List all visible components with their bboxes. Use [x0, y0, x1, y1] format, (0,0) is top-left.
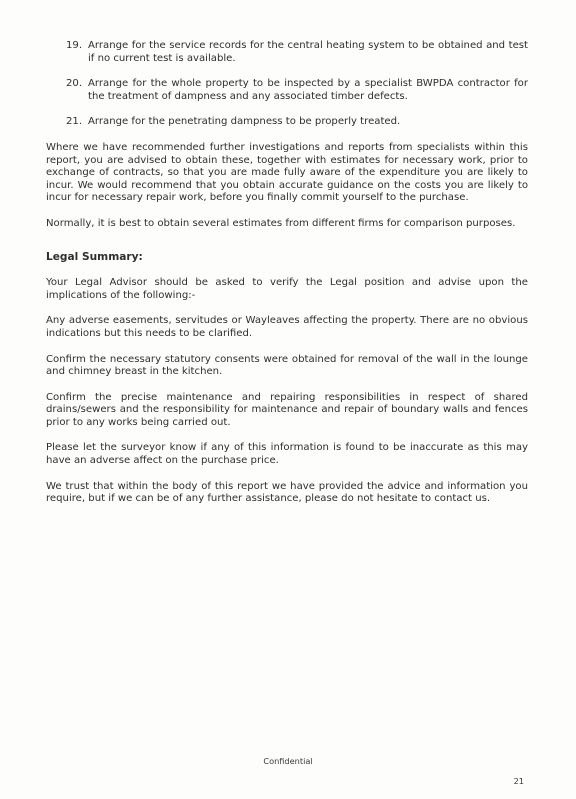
item-text: Arrange for the penetrating dampness to be properly treated. [88, 116, 401, 128]
legal-summary-heading: Legal Summary: [46, 250, 143, 263]
inaccuracy-notice-paragraph: Please let the surveyor know if any of this information is found to be inaccurate as this may have an adverse affect on the purchase price. [46, 442, 528, 467]
footer-confidential-label: Confidential [263, 756, 313, 766]
numbered-item-19 [66, 40, 528, 65]
item-number: 21. [66, 116, 83, 128]
item-number: 19. [66, 40, 83, 51]
page-content [46, 40, 528, 519]
statutory-consents-paragraph: Confirm the necessary statutory consents were obtained for removal of the wall in the lounge and chimney breast in the kitchen. [46, 353, 528, 378]
page-number: 21 [513, 776, 524, 786]
specialist-reports-paragraph: Where we have recommended further investigations and reports from specialists within this report, you are advised to obtain these, together with estimates for necessary work, prior to exchange of contracts, so that you are made fully aware of the expenditure you are likely to incur. We would recommend that you obtain accurate guidance on the costs you are likely to incur for necessary repair work, before you finally commit yourself to the purchase. [46, 141, 528, 204]
item-text: Arrange for the whole property to be inspected by a specialist BWPDA contractor for the treatment of dampness and any associated timber defects. [88, 78, 528, 102]
closing-paragraph: We trust that within the body of this report we have provided the advice and information you require, but if we can be of any further assistance, please do not hesitate to contact us. [46, 480, 528, 505]
easements-paragraph: Any adverse easements, servitudes or Wayleaves affecting the property. There are no obvious indications but this needs to be clarified. [46, 315, 528, 339]
numbered-item-20 [66, 78, 528, 103]
item-text: Arrange for the service records for the central heating system to be obtained and test if no current test is available. [88, 40, 528, 64]
legal-advisor-paragraph: Your Legal Advisor should be asked to verify the Legal position and advise upon the implications of the following:- [46, 277, 528, 301]
maintenance-responsibilities-paragraph: Confirm the precise maintenance and repairing responsibilities in respect of shared drains/sewers and the responsibility for maintenance and repair of boundary walls and fences prior to any works being carried out. [46, 391, 528, 428]
numbered-item-21 [66, 116, 528, 129]
item-number: 20. [66, 78, 83, 90]
estimates-paragraph: Normally, it is best to obtain several estimates from different firms for comparison purposes. [46, 217, 516, 229]
